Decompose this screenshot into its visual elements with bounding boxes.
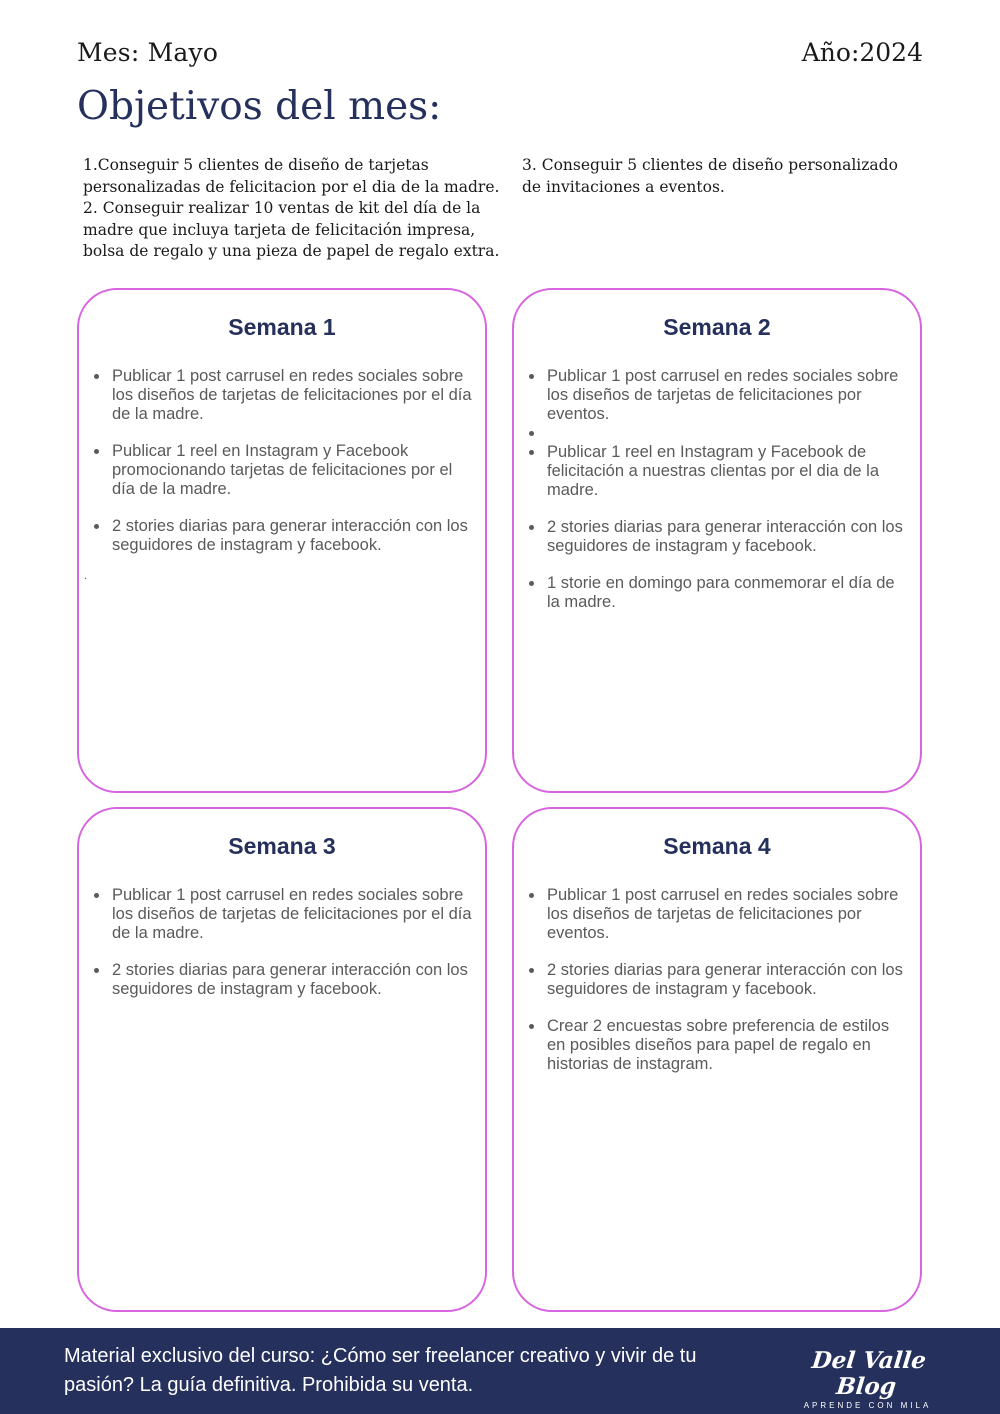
- bullet-icon: [94, 893, 99, 898]
- week-title: Semana 4: [663, 833, 771, 859]
- list-item: [112, 961, 475, 999]
- page-title: Objetivos del mes:: [77, 84, 442, 129]
- list-item: [547, 424, 910, 443]
- goals-right-column: [522, 155, 922, 198]
- bullet-icon: [529, 431, 534, 436]
- month-label: Mes: Mayo: [77, 38, 219, 67]
- logo-wordmark: Del Valle Blog: [810, 1347, 928, 1400]
- task-text: Publicar 1 post carrusel en redes sociales sobre los diseños de tarjetas de felicitaciones por el día de la madre.: [112, 886, 472, 942]
- task-text: Publicar 1 reel en Instagram y Facebook promocionando tarjetas de felicitaciones por el día de la madre.: [112, 442, 453, 498]
- year-label: Año:2024: [801, 38, 923, 67]
- list-item: [547, 886, 910, 943]
- list-item: [547, 518, 910, 556]
- bullet-icon: [529, 374, 534, 379]
- week-title: Semana 2: [663, 314, 771, 340]
- bullet-icon: [94, 968, 99, 973]
- bullet-icon: [529, 968, 534, 973]
- goal-line: 3. Conseguir 5 clientes de diseño personalizado: [522, 156, 898, 174]
- brand-logo: [795, 1348, 940, 1410]
- week-title: Semana 3: [228, 833, 336, 859]
- task-list: [514, 367, 920, 612]
- goals-left-column: [83, 155, 503, 263]
- task-list: [79, 367, 485, 555]
- task-text: 1 storie en domingo para conmemorar el día de la madre.: [547, 574, 895, 611]
- task-text: 2 stories diarias para generar interacción con los seguidores de instagram y facebook.: [112, 961, 468, 998]
- bullet-icon: [94, 449, 99, 454]
- task-text: Publicar 1 reel en Instagram y Facebook de felicitación a nuestras clientas por el dia de la madre.: [547, 443, 880, 499]
- footer-disclaimer: Material exclusivo del curso: ¿Cómo ser freelancer creativo y vivir de tu pasión? La guía definitiva. Prohibida su venta.: [64, 1345, 697, 1396]
- task-text: 2 stories diarias para generar interacción con los seguidores de instagram y facebook.: [547, 961, 903, 998]
- list-item: [547, 961, 910, 999]
- week-card-4: [512, 807, 922, 1312]
- list-item: [112, 886, 475, 943]
- bullet-icon: [529, 450, 534, 455]
- bullet-icon: [529, 1024, 534, 1029]
- list-item: [112, 442, 475, 499]
- list-item: [547, 574, 910, 612]
- week-card-1: [77, 288, 487, 793]
- goal-line: bolsa de regalo y una pieza de papel de regalo extra.: [83, 242, 500, 260]
- task-list: [79, 886, 485, 999]
- list-item: [112, 517, 475, 555]
- goal-line: de invitaciones a eventos.: [522, 177, 725, 196]
- bullet-icon: [94, 524, 99, 529]
- stray-mark: .: [84, 568, 88, 582]
- week-card-3: [77, 807, 487, 1312]
- footer-banner: [0, 1328, 1000, 1414]
- task-text: Crear 2 encuestas sobre preferencia de estilos en posibles diseños para papel de regalo en historias de instagram.: [547, 1017, 890, 1073]
- week-card-2: [512, 288, 922, 793]
- task-text: Publicar 1 post carrusel en redes sociales sobre los diseños de tarjetas de felicitaciones por el día de la madre.: [112, 367, 472, 423]
- week-title: Semana 1: [228, 314, 336, 340]
- task-text: 2 stories diarias para generar interacción con los seguidores de instagram y facebook.: [547, 518, 903, 555]
- task-text: Publicar 1 post carrusel en redes sociales sobre los diseños de tarjetas de felicitaciones por eventos.: [547, 367, 899, 423]
- goal-line: personalizadas de felicitacion por el dia de la madre.: [83, 177, 500, 196]
- list-item: [547, 1017, 910, 1074]
- task-list: [514, 886, 920, 1074]
- task-text: 2 stories diarias para generar interacción con los seguidores de instagram y facebook.: [112, 517, 468, 554]
- task-text: Publicar 1 post carrusel en redes sociales sobre los diseños de tarjetas de felicitaciones por eventos.: [547, 886, 899, 942]
- bullet-icon: [529, 525, 534, 530]
- list-item: [112, 367, 475, 424]
- bullet-icon: [94, 374, 99, 379]
- logo-tagline: APRENDE CON MILA: [803, 1401, 932, 1410]
- goal-line: 2. Conseguir realizar 10 ventas de kit del día de la: [83, 199, 481, 217]
- goal-line: madre que incluya tarjeta de felicitación impresa,: [83, 220, 476, 239]
- bullet-icon: [529, 581, 534, 586]
- goal-line: 1.Conseguir 5 clientes de diseño de tarjetas: [83, 156, 429, 174]
- bullet-icon: [529, 893, 534, 898]
- list-item: [547, 443, 910, 500]
- list-item: [547, 367, 910, 424]
